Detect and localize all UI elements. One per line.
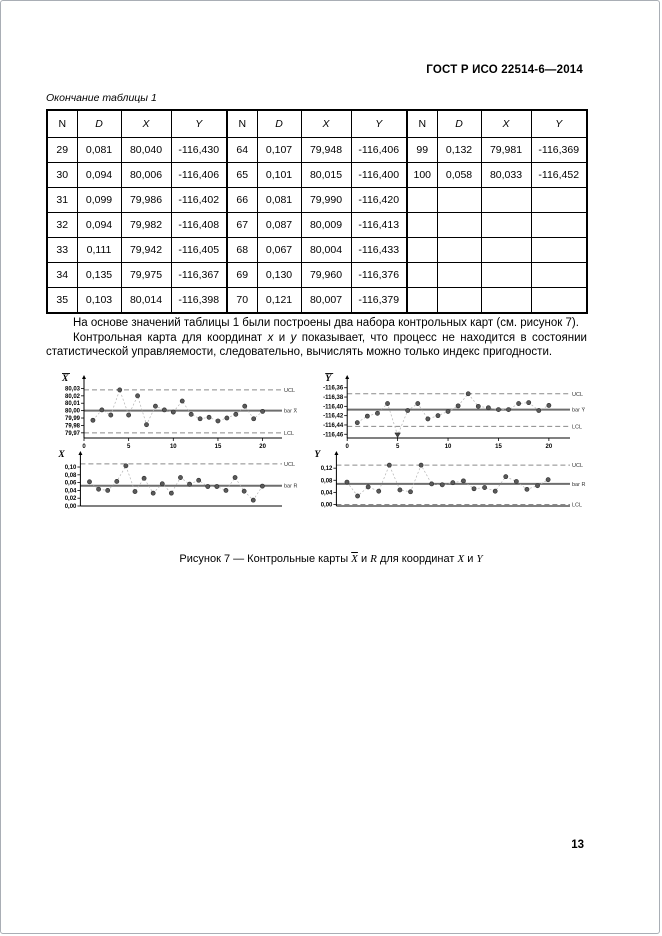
svg-text:15: 15: [495, 444, 502, 450]
svg-text:LCL: LCL: [572, 424, 583, 431]
page-number: 13: [571, 839, 584, 851]
table-cell: 69: [227, 263, 257, 288]
column-header: X: [301, 110, 351, 138]
svg-text:5: 5: [126, 444, 131, 450]
column-header: D: [257, 110, 301, 138]
svg-text:0,10: 0,10: [64, 465, 77, 472]
table-cell: 80,006: [121, 163, 171, 188]
table-cell: [407, 263, 437, 288]
table-cell: 79,960: [301, 263, 351, 288]
table-cell: 70: [227, 288, 257, 314]
table-cell: [481, 238, 531, 263]
table-cell: 31: [47, 188, 77, 213]
figure-caption: Рисунок 7 — Контрольные карты $\overline{X}$ и R для координат X и Y: [179, 553, 483, 565]
svg-text:80,00: 80,00: [64, 408, 80, 415]
column-header: N: [227, 110, 257, 138]
table-cell: [481, 288, 531, 314]
svg-text:UCL: UCL: [284, 461, 296, 468]
table-cell: [531, 263, 587, 288]
table-cell: 80,009: [301, 213, 351, 238]
table-cell: -116,405: [171, 238, 227, 263]
table-cell: 0,107: [257, 138, 301, 163]
r-chart-y: [314, 448, 594, 510]
data-table: [46, 109, 588, 314]
table-cell: 80,040: [121, 138, 171, 163]
svg-text:79,97: 79,97: [64, 430, 80, 437]
table-cell: 0,121: [257, 288, 301, 314]
table-cell: 79,975: [121, 263, 171, 288]
svg-text:79,98: 79,98: [64, 423, 80, 430]
svg-text:80,01: 80,01: [64, 401, 80, 408]
svg-text:UCL: UCL: [572, 391, 584, 398]
svg-text:10: 10: [169, 444, 177, 450]
table-cell: -116,398: [171, 288, 227, 314]
table-row: [47, 163, 587, 188]
ybar-chart-y: [314, 372, 594, 450]
svg-text:80,02: 80,02: [64, 393, 80, 400]
table-continuation-label: Окончание таблицы 1: [46, 92, 157, 104]
table-cell: 65: [227, 163, 257, 188]
table-cell: 79,981: [481, 138, 531, 163]
table-cell: 80,015: [301, 163, 351, 188]
table-cell: 0,081: [77, 138, 121, 163]
table-cell: 0,101: [257, 163, 301, 188]
column-header: Y: [351, 110, 407, 138]
table-cell: 67: [227, 213, 257, 238]
table-cell: 0,081: [257, 188, 301, 213]
table-cell: -116,402: [171, 188, 227, 213]
body-text: [46, 316, 587, 360]
table-cell: 80,014: [121, 288, 171, 314]
svg-text:-116,46: -116,46: [323, 432, 344, 439]
column-header: Y: [531, 110, 587, 138]
table-cell: -116,406: [171, 163, 227, 188]
svg-text:LCL: LCL: [572, 502, 583, 509]
figure-7-control-charts: [58, 372, 603, 517]
table-cell: 34: [47, 263, 77, 288]
table-cell: [481, 263, 531, 288]
table-cell: [437, 188, 481, 213]
table-cell: -116,430: [171, 138, 227, 163]
table-cell: 100: [407, 163, 437, 188]
table-cell: 0,087: [257, 213, 301, 238]
svg-text:0,12: 0,12: [320, 466, 333, 473]
table-cell: [407, 238, 437, 263]
xbar-chart-x: [58, 372, 306, 450]
svg-text:X: X: [62, 374, 69, 384]
table-cell: 0,094: [77, 213, 121, 238]
table-cell: -116,400: [351, 163, 407, 188]
table-cell: 79,948: [301, 138, 351, 163]
svg-text:80,03: 80,03: [64, 386, 80, 393]
r-chart-x: [58, 448, 306, 510]
column-header: X: [481, 110, 531, 138]
table-cell: [407, 213, 437, 238]
table-row: [47, 213, 587, 238]
svg-text:10: 10: [444, 444, 452, 450]
table-cell: -116,376: [351, 263, 407, 288]
table-cell: 0,103: [77, 288, 121, 314]
table-cell: 68: [227, 238, 257, 263]
table-cell: 79,942: [121, 238, 171, 263]
svg-text:79,99: 79,99: [64, 416, 80, 423]
table-cell: [481, 188, 531, 213]
svg-text:bar R: bar R: [572, 481, 586, 488]
table-cell: -116,408: [171, 213, 227, 238]
table-row: [47, 263, 587, 288]
table-cell: [437, 238, 481, 263]
svg-text:0,00: 0,00: [64, 504, 77, 510]
table-cell: 0,132: [437, 138, 481, 163]
table-cell: 0,130: [257, 263, 301, 288]
column-header: D: [437, 110, 481, 138]
table-cell: -116,452: [531, 163, 587, 188]
table-cell: 0,058: [437, 163, 481, 188]
svg-text:5: 5: [395, 444, 400, 450]
table-cell: [531, 238, 587, 263]
table-cell: 79,990: [301, 188, 351, 213]
table-cell: [531, 188, 587, 213]
table-cell: -116,420: [351, 188, 407, 213]
table-cell: [407, 188, 437, 213]
svg-text:bar R: bar R: [284, 483, 298, 490]
table-cell: [437, 288, 481, 314]
table-cell: -116,379: [351, 288, 407, 314]
table-cell: [407, 288, 437, 314]
svg-text:bar Ȳ: bar Ȳ: [572, 407, 586, 414]
table-cell: 64: [227, 138, 257, 163]
svg-text:Y: Y: [325, 374, 332, 384]
table-cell: [481, 213, 531, 238]
table-row: [47, 138, 587, 163]
svg-text:-116,40: -116,40: [323, 404, 344, 411]
table-cell: -116,413: [351, 213, 407, 238]
svg-text:-116,44: -116,44: [323, 422, 344, 429]
table-cell: -116,369: [531, 138, 587, 163]
table-cell: 79,986: [121, 188, 171, 213]
svg-text:15: 15: [214, 444, 222, 450]
svg-text:0,08: 0,08: [320, 478, 333, 485]
table-cell: [531, 213, 587, 238]
svg-text:0,08: 0,08: [64, 472, 77, 479]
svg-text:-116,36: -116,36: [323, 385, 344, 392]
column-header: N: [407, 110, 437, 138]
table-cell: 79,982: [121, 213, 171, 238]
table-cell: 0,111: [77, 238, 121, 263]
table-row: [47, 238, 587, 263]
table-cell: [437, 263, 481, 288]
svg-text:UCL: UCL: [284, 387, 296, 394]
table-cell: 99: [407, 138, 437, 163]
svg-text:UCL: UCL: [572, 463, 584, 470]
svg-text:0,06: 0,06: [64, 480, 77, 487]
table-cell: 30: [47, 163, 77, 188]
column-header: N: [47, 110, 77, 138]
svg-text:-116,38: -116,38: [323, 395, 344, 402]
svg-text:0,04: 0,04: [320, 490, 333, 497]
svg-text:Y: Y: [314, 450, 321, 460]
svg-text:0,04: 0,04: [64, 488, 77, 495]
svg-text:20: 20: [545, 444, 553, 450]
table-row: [47, 288, 587, 314]
table-cell: 0,099: [77, 188, 121, 213]
table-cell: 35: [47, 288, 77, 314]
svg-text:bar X̄: bar X̄: [284, 408, 298, 415]
table-cell: [531, 288, 587, 314]
svg-text:20: 20: [259, 444, 266, 450]
svg-text:LCL: LCL: [284, 430, 295, 437]
svg-text:X: X: [58, 450, 65, 460]
table-cell: -116,406: [351, 138, 407, 163]
column-header: Y: [171, 110, 227, 138]
table-cell: 29: [47, 138, 77, 163]
table-cell: 80,004: [301, 238, 351, 263]
table-cell: 32: [47, 213, 77, 238]
svg-text:0,00: 0,00: [320, 502, 333, 509]
svg-text:0,02: 0,02: [64, 496, 77, 503]
table-cell: 0,135: [77, 263, 121, 288]
table-cell: 0,094: [77, 163, 121, 188]
table-cell: -116,433: [351, 238, 407, 263]
paragraph-1: На основе значений таблицы 1 были построены два набора контрольных карт (см. рисунок 7).: [73, 317, 579, 329]
table-cell: 33: [47, 238, 77, 263]
table-cell: 80,033: [481, 163, 531, 188]
table-cell: 80,007: [301, 288, 351, 314]
column-header: D: [77, 110, 121, 138]
table-cell: -116,367: [171, 263, 227, 288]
table-cell: 0,067: [257, 238, 301, 263]
table-cell: 66: [227, 188, 257, 213]
svg-text:-116,42: -116,42: [323, 413, 344, 420]
document-header-title: ГОСТ Р ИСО 22514-6—2014: [426, 64, 583, 76]
svg-text:0: 0: [82, 444, 86, 450]
column-header: X: [121, 110, 171, 138]
paragraph-2: Контрольная карта для координат x и y показывает, что процесс не находится в состоянии статистической управляемости, следовательно, вычислять можно только индекс пригодности.: [46, 331, 587, 359]
svg-text:0: 0: [345, 444, 349, 450]
table-cell: [437, 213, 481, 238]
table-row: [47, 188, 587, 213]
